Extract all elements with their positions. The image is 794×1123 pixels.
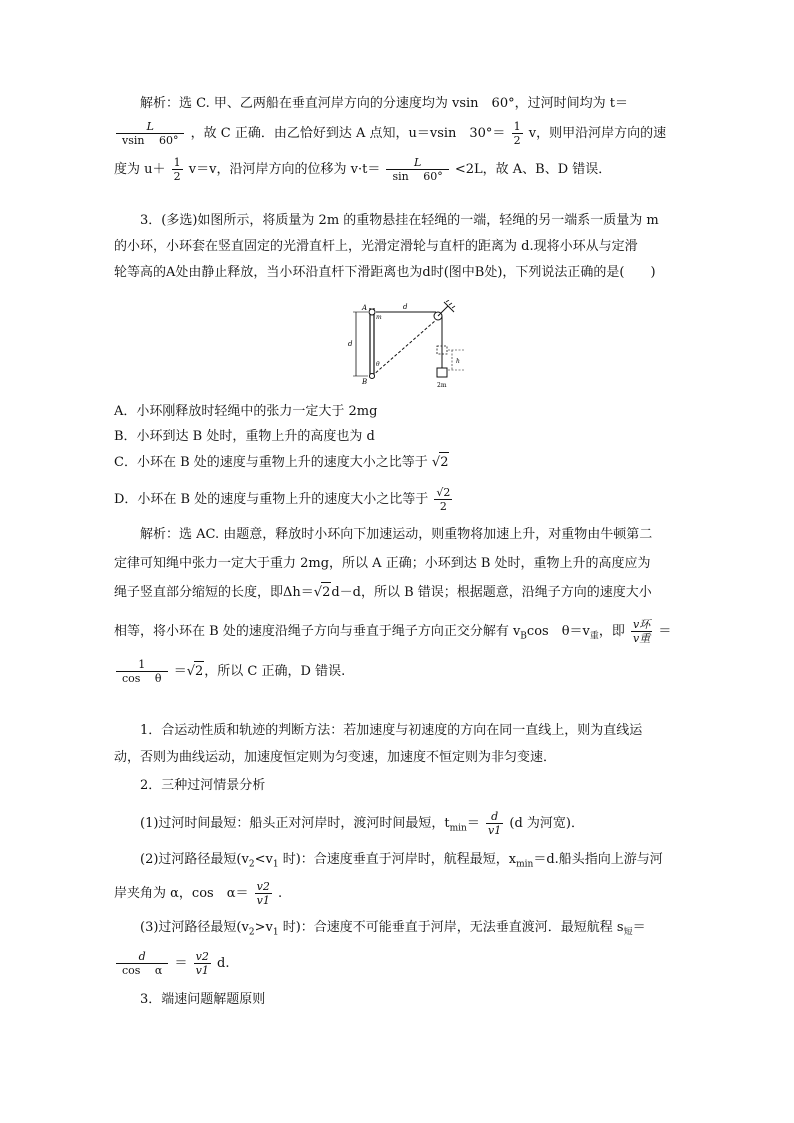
analysis3-text: d－d，所以 B 错误；根据题意，沿绳子方向的速度大小	[331, 585, 652, 600]
frac-den: sin 60°	[386, 169, 448, 183]
fraction-d-over-v1	[486, 810, 503, 837]
label-theta: θ	[376, 361, 380, 368]
fraction-d-over-cos	[116, 950, 168, 977]
frac-num: v2	[195, 950, 209, 963]
option-A: A．小环刚释放时轻绳中的张力一定大于 2mg	[114, 404, 378, 419]
sqrt-value: 2	[321, 582, 331, 603]
fraction-v2-over-v1	[255, 880, 272, 907]
analysis1-line3	[114, 156, 611, 183]
option-C-text: C．小环在 B 处的速度与重物上升的速度大小之比等于	[114, 455, 428, 470]
fraction-displacement	[386, 156, 448, 183]
analysis1-text: v＝v，沿河岸方向的位移为 v·t＝	[188, 162, 381, 177]
summary-text: (2)过河路径最短(v	[140, 852, 249, 867]
option-D-text: D．小环在 B 处的速度与重物上升的速度大小之比等于	[114, 492, 429, 507]
pulley-support	[438, 306, 448, 316]
analysis3-text: 绳子竖直部分缩短的长度，即Δh＝	[114, 585, 314, 600]
option-C	[114, 452, 449, 473]
frac-den: v1	[488, 824, 502, 837]
summary-p1-line2: 动，否则为曲线运动，加速度恒定则为匀变速，加速度不恒定则为非匀变速．	[114, 750, 557, 765]
subscript: B	[520, 631, 527, 642]
ring-at-B	[370, 374, 375, 379]
rope-diagonal	[372, 320, 436, 376]
frac-num: L	[413, 156, 422, 169]
label-d-top: d	[403, 303, 408, 311]
label-A: A	[362, 304, 368, 312]
weight-2m	[437, 368, 447, 377]
summary-text: ＝	[466, 816, 480, 831]
option-B: B．小环到达 B 处时，重物上升的高度也为 d	[114, 429, 375, 444]
analysis1-text: ，故 C 正确．由乙恰好到达 A 点知，u＝vsin 30°＝	[190, 126, 506, 141]
analysis1-line2	[114, 120, 666, 147]
label-B: B	[362, 378, 368, 386]
support-wall	[444, 302, 454, 312]
sqrt-value: 2	[439, 452, 449, 473]
subscript: 2	[248, 927, 255, 938]
question3-line2: 的小环，小环套在竖直固定的光滑直杆上，光滑定滑轮与直杆的距离为 d.现将小环从与定滑	[114, 239, 638, 254]
summary-p6	[140, 918, 646, 943]
frac-num: 1	[138, 658, 146, 671]
subscript: 重	[589, 631, 599, 642]
fraction-v2-over-v1	[194, 950, 211, 977]
option-D	[114, 486, 454, 513]
analysis3-text: ＝	[173, 664, 187, 679]
summary-heading-2: 2．三种过河情景分析	[140, 778, 266, 793]
summary-text: 时)：合速度不可能垂直于河岸，无法垂直渡河．最短航程 s	[278, 920, 624, 935]
fraction-cos	[116, 658, 168, 685]
sqrt-value: 2	[194, 661, 204, 682]
frac-den: v1	[256, 894, 270, 907]
summary-text: d.	[217, 956, 230, 971]
label-d-left: d	[348, 340, 353, 348]
analysis3-line3	[114, 582, 652, 603]
ring-at-A	[369, 309, 375, 315]
fraction-velocity-ratio	[631, 618, 652, 645]
hatch	[452, 306, 455, 308]
analysis3-text: ＝	[658, 624, 672, 639]
question3-line3: 轮等高的A处由静止释放，当小环沿直杆下滑距离也为d时(图中B处)，下列说法正确的是( )	[114, 265, 656, 280]
summary-p3	[140, 810, 584, 839]
analysis3-line1: 解析：选 AC. 由题意，释放时小环向下加速运动，则重物将加速上升，对重物由牛顿第二	[140, 527, 653, 542]
frac-num: v2	[256, 880, 270, 893]
summary-p5	[114, 880, 282, 907]
sqrt-icon: √	[431, 455, 441, 470]
analysis3-text: ，所以 C 正确，D 错误.	[204, 664, 346, 679]
analysis3-text: cos θ＝v	[526, 624, 590, 639]
summary-text: ＝	[632, 920, 646, 935]
fraction-half	[512, 120, 523, 147]
fraction-half	[172, 156, 183, 183]
summary-text: 岸夹角为 α，cos α＝	[114, 886, 249, 901]
analysis1-text: <2L，故 A、B、D 错误．	[454, 162, 612, 177]
analysis1-line1	[140, 94, 628, 114]
frac-num: v环	[633, 618, 651, 631]
label-m: m	[376, 314, 382, 321]
frac-num: 1	[173, 156, 181, 169]
sqrt-icon: √	[186, 664, 196, 679]
frac-den: 2	[173, 170, 181, 183]
frac-num: 1	[513, 120, 521, 133]
sqrt-icon: √	[313, 585, 323, 600]
subscript: min	[516, 859, 534, 870]
subscript: 短	[623, 927, 633, 938]
analysis3-text: ，即	[598, 624, 625, 639]
summary-text: .	[277, 886, 283, 901]
summary-p4	[140, 850, 663, 875]
frac-den: v1	[195, 964, 209, 977]
summary-text: ＝d.船头指向上游与河	[533, 852, 663, 867]
subscript: 1	[272, 859, 279, 870]
analysis1-text: 度为 u＋	[114, 162, 166, 177]
frac-num: √2	[436, 486, 451, 499]
fraction-sqrt2-over-2	[434, 486, 452, 513]
summary-text: 时)：合速度垂直于河岸时，航程最短，x	[278, 852, 517, 867]
pulley-diagram	[340, 300, 470, 390]
frac-num: L	[146, 120, 154, 133]
frac-num: d	[138, 950, 146, 963]
fraction-time	[116, 120, 184, 147]
label-h: h	[456, 358, 460, 365]
analysis1-text: v，则甲沿河岸方向的速	[528, 126, 667, 141]
summary-p7	[114, 950, 229, 977]
summary-heading-3: 3．端速问题解题原则	[140, 992, 266, 1007]
subscript: 1	[272, 927, 279, 938]
summary-p1-line1: 1．合运动性质和轨迹的判断方法：若加速度与初速度的方向在同一直线上，则为直线运	[140, 723, 643, 738]
analysis3-line2: 定律可知绳中张力一定大于重力 2mg，所以 A 正确；小环到达 B 处时，重物上升的高度应为	[114, 556, 651, 571]
analysis3-text: 相等，将小环在 B 处的速度沿绳子方向与垂直于绳子方向正交分解有 v	[114, 624, 521, 639]
hatch	[449, 303, 452, 305]
subscript: 2	[248, 859, 255, 870]
summary-text: ＝	[174, 956, 188, 971]
question3-line1: 3．(多选)如图所示，将质量为 2m 的重物悬挂在轻绳的一端，轻绳的另一端系一质量为 m	[140, 213, 659, 228]
analysis3-line5	[114, 658, 345, 685]
frac-den: 2	[513, 134, 521, 147]
summary-text: (d 为河宽)．	[509, 816, 584, 831]
label-2m: 2m	[437, 382, 447, 389]
hatch	[446, 300, 449, 302]
analysis3-line4	[114, 618, 671, 647]
frac-den: vsin 60°	[116, 133, 184, 147]
frac-den: cos θ	[116, 671, 168, 685]
summary-text: >v	[254, 920, 273, 935]
summary-text: <v	[254, 852, 273, 867]
frac-num: d	[491, 810, 499, 823]
summary-text: (3)过河路径最短(v	[140, 920, 249, 935]
frac-den: cos α	[116, 963, 168, 977]
subscript: min	[449, 823, 467, 834]
analysis1-text: 解析：选 C. 甲、乙两船在垂直河岸方向的分速度均为 vsin 60°，过河时间均为 t＝	[140, 96, 628, 111]
frac-den: 2	[434, 499, 452, 513]
frac-den: v重	[633, 632, 651, 645]
summary-text: (1)过河时间最短：船头正对河岸时，渡河时间最短，t	[140, 816, 450, 831]
